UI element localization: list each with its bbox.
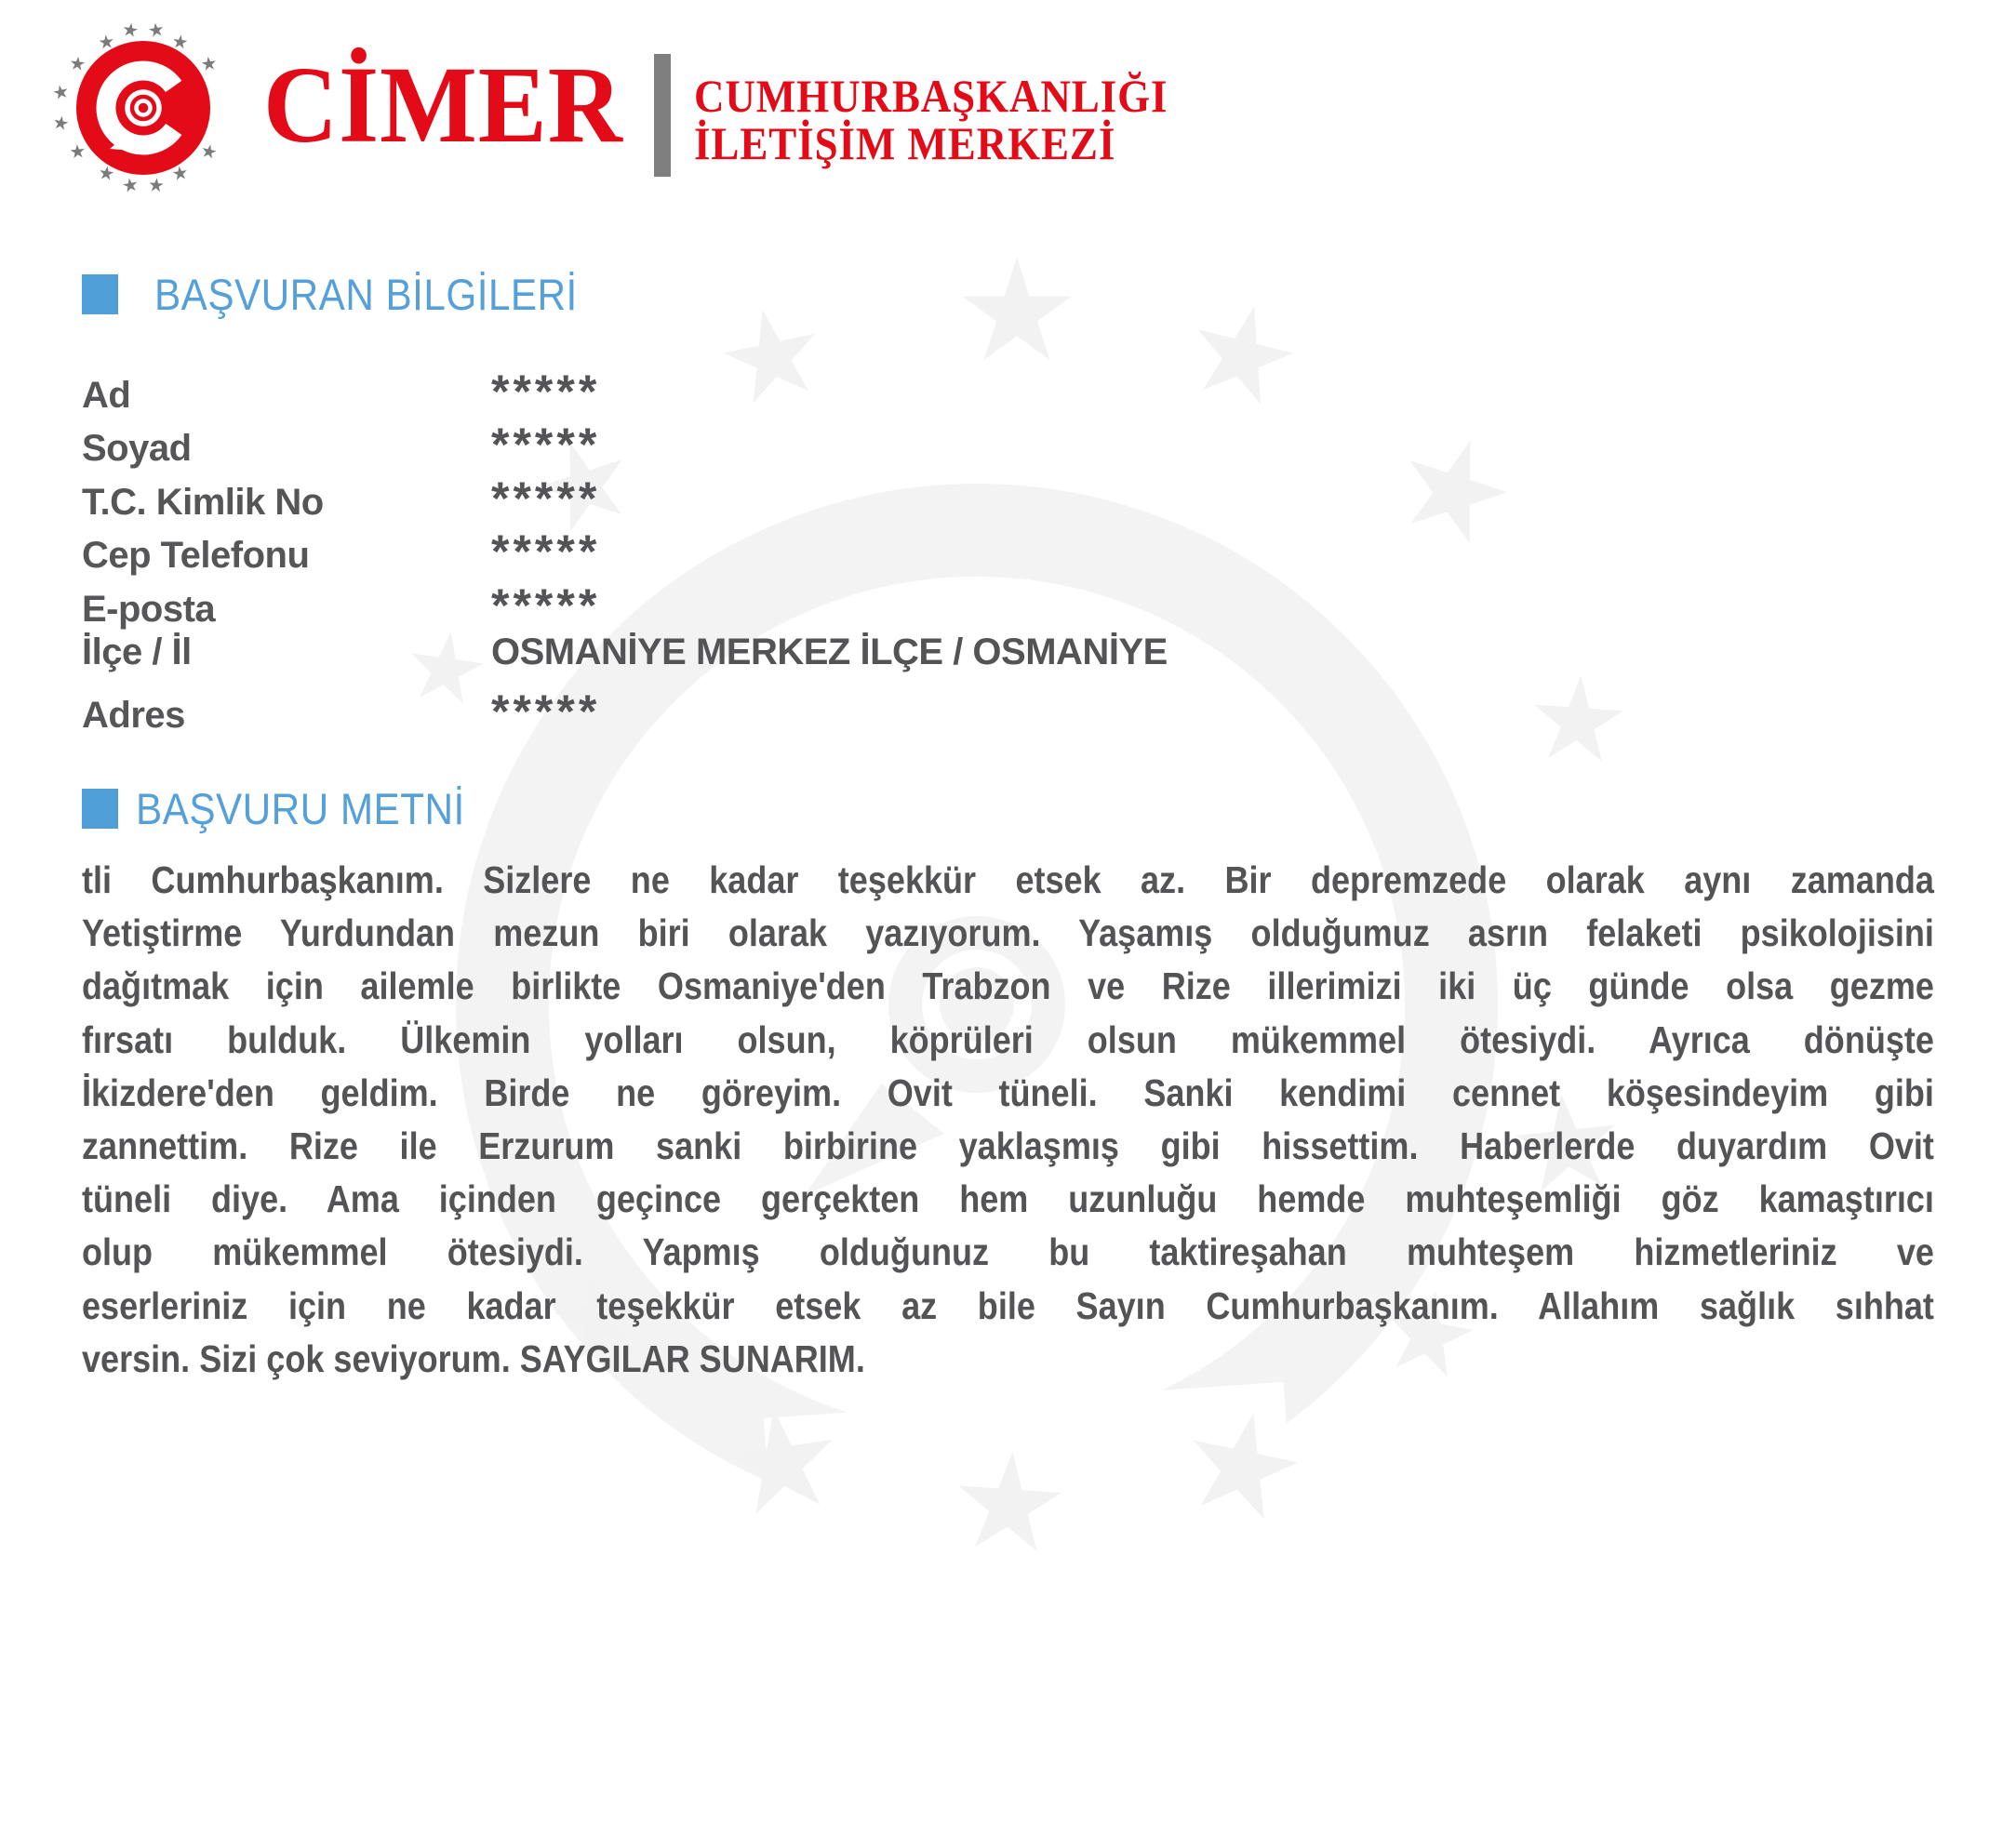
application-text [82, 854, 1934, 1386]
field-row-ad [82, 365, 1943, 418]
application-text-line: zannettim. Rize ile Erzurum sanki birbirine yaklaşmış gibi hissettim. Haberlerde duyardım Ovit [82, 1124, 1934, 1167]
org-name-line2: İLETİŞİM MERKEZİ [694, 117, 1116, 169]
application-section-title: BAŞVURU METNİ [136, 784, 465, 833]
field-row-tc-kimlik-no [82, 472, 1943, 525]
field-value: OSMANİYE MERKEZ İLÇE / OSMANİYE [491, 631, 1168, 672]
application-text-line: olup mükemmel ötesiydi. Yapmış olduğunuz bu taktireşahan muhteşem hizmetleriniz ve [82, 1230, 1934, 1274]
org-name-line1: CUMHURBAŞKANLIĞI [694, 70, 1168, 122]
application-text-line: eserleriniz için ne kadar teşekkür etsek az bile Sayın Cumhurbaşkanım. Allahım sağlık sıhhat [82, 1283, 1934, 1327]
field-label: E-posta [82, 588, 216, 630]
field-label: T.C. Kimlik No [82, 481, 324, 523]
application-text-line: tli Cumhurbaşkanım. Sizlere ne kadar teşekkür etsek az. Bir depremzede olarak aynı zamanda [82, 858, 1934, 901]
logo-divider-bar [654, 54, 671, 177]
field-row-adres [82, 685, 1943, 738]
field-label: Ad [82, 375, 131, 416]
field-value: ***** [491, 525, 601, 579]
field-row-soyad [82, 418, 1943, 471]
applicant-fields [82, 365, 1943, 738]
application-section-header [82, 784, 501, 833]
field-value: ***** [491, 366, 601, 418]
applicant-section-header [82, 270, 624, 319]
field-value: ***** [491, 579, 601, 632]
field-row-eposta [82, 579, 1943, 632]
field-label: Soyad [82, 428, 192, 470]
field-label: İlçe / İl [82, 631, 192, 672]
section-marker-square-icon [82, 789, 118, 829]
section-marker-square-icon [82, 274, 118, 314]
cimer-wordmark: CİMER [263, 44, 623, 166]
field-label: Cep Telefonu [82, 535, 310, 577]
application-text-line: dağıtmak için ailemle birlikte Osmaniye'den Trabzon ve Rize illerimizi iki üç günde olsa gezme [82, 964, 1934, 1008]
field-value: ***** [491, 472, 601, 525]
application-text-line: tüneli diye. Ama içinden geçince gerçekten hem uzunluğu hemde muhteşemliği göz kamaştırıcı [82, 1177, 1934, 1221]
application-text-line: İkizdere'den geldim. Birde ne göreyim. Ovit tüneli. Sanki kendimi cennet köşesindeyim gibi [82, 1071, 1934, 1114]
field-value: ***** [491, 685, 601, 738]
org-name [694, 70, 1168, 169]
application-text-line: fırsatı bulduk. Ülkemin yolları olsun, köprüleri olsun mükemmel ötesiydi. Ayrıca dönüşte [82, 1017, 1934, 1061]
field-row-cep-telefonu [82, 525, 1943, 578]
application-text-line: Yetiştirme Yurdundan mezun biri olarak yazıyorum. Yaşamış olduğumuz asrın felaketi psikolojisini [82, 911, 1934, 955]
cimer-logo-emblem-icon [39, 11, 253, 208]
applicant-section-title: BAŞVURAN BİLGİLERİ [154, 270, 578, 319]
field-value: ***** [491, 419, 601, 472]
application-text-line: versin. Sizi çok seviyorum. SAYGILAR SUNARIM. [82, 1337, 865, 1380]
field-row-ilce-il [82, 632, 1943, 685]
field-label: Adres [82, 695, 185, 737]
